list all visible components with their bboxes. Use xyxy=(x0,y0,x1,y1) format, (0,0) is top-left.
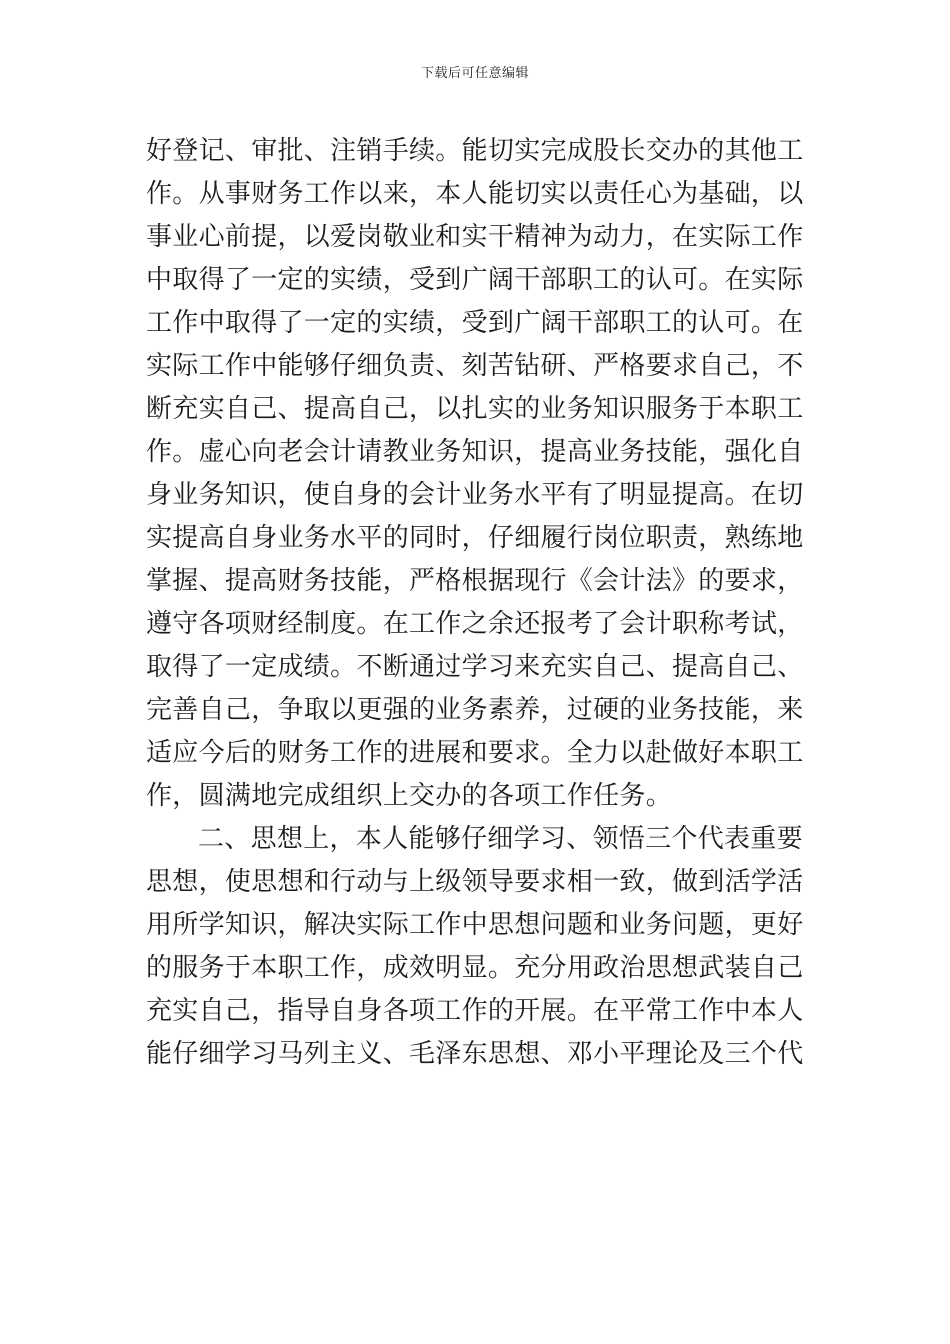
body-line: 中取得了一定的实绩，受到广阔干部职工的认可。在实际 xyxy=(146,265,804,295)
body-line: 作。虚心向老会计请教业务知识，提高业务技能，强化自 xyxy=(146,437,804,467)
body-line: 充实自己，指导自身各项工作的开展。在平常工作中本人 xyxy=(146,996,804,1026)
paragraph-start-line: 二、思想上，本人能够仔细学习、领悟三个代表重要 xyxy=(198,824,803,854)
body-line: 完善自己，争取以更强的业务素养，过硬的业务技能，来 xyxy=(146,695,804,725)
body-line: 适应今后的财务工作的进展和要求。全力以赴做好本职工 xyxy=(146,738,804,768)
body-line: 能仔细学习马列主义、毛泽东思想、邓小平理论及三个代 xyxy=(146,1039,804,1069)
document-body xyxy=(146,130,806,1076)
body-line: 思想，使思想和行动与上级领导要求相一致，做到活学活 xyxy=(146,867,804,897)
body-line: 作，圆满地完成组织上交办的各项工作任务。 xyxy=(146,781,673,811)
page-header-note: 下载后可任意编辑 xyxy=(420,66,529,81)
body-line: 事业心前提，以爱岗敬业和实干精神为动力，在实际工作 xyxy=(146,222,804,252)
body-line: 用所学知识，解决实际工作中思想问题和业务问题，更好 xyxy=(146,910,804,940)
body-line: 掌握、提高财务技能，严格根据现行《会计法》的要求， xyxy=(146,566,804,596)
body-line: 的服务于本职工作，成效明显。充分用政治思想武装自己 xyxy=(146,953,804,983)
body-line: 身业务知识，使自身的会计业务水平有了明显提高。在切 xyxy=(146,480,804,510)
body-line: 实际工作中能够仔细负责、刻苦钻研、严格要求自己，不 xyxy=(146,351,804,381)
body-line: 遵守各项财经制度。在工作之余还报考了会计职称考试， xyxy=(146,609,804,639)
body-line: 取得了一定成绩。不断通过学习来充实自己、提高自己、 xyxy=(146,652,804,682)
body-line: 好登记、审批、注销手续。能切实完成股长交办的其他工 xyxy=(146,136,804,166)
body-line: 工作中取得了一定的实绩，受到广阔干部职工的认可。在 xyxy=(146,308,804,338)
body-line: 作。从事财务工作以来，本人能切实以责任心为基础，以 xyxy=(146,179,804,209)
body-line: 实提高自身业务水平的同时，仔细履行岗位职责，熟练地 xyxy=(146,523,804,553)
body-line: 断充实自己、提高自己，以扎实的业务知识服务于本职工 xyxy=(146,394,804,424)
